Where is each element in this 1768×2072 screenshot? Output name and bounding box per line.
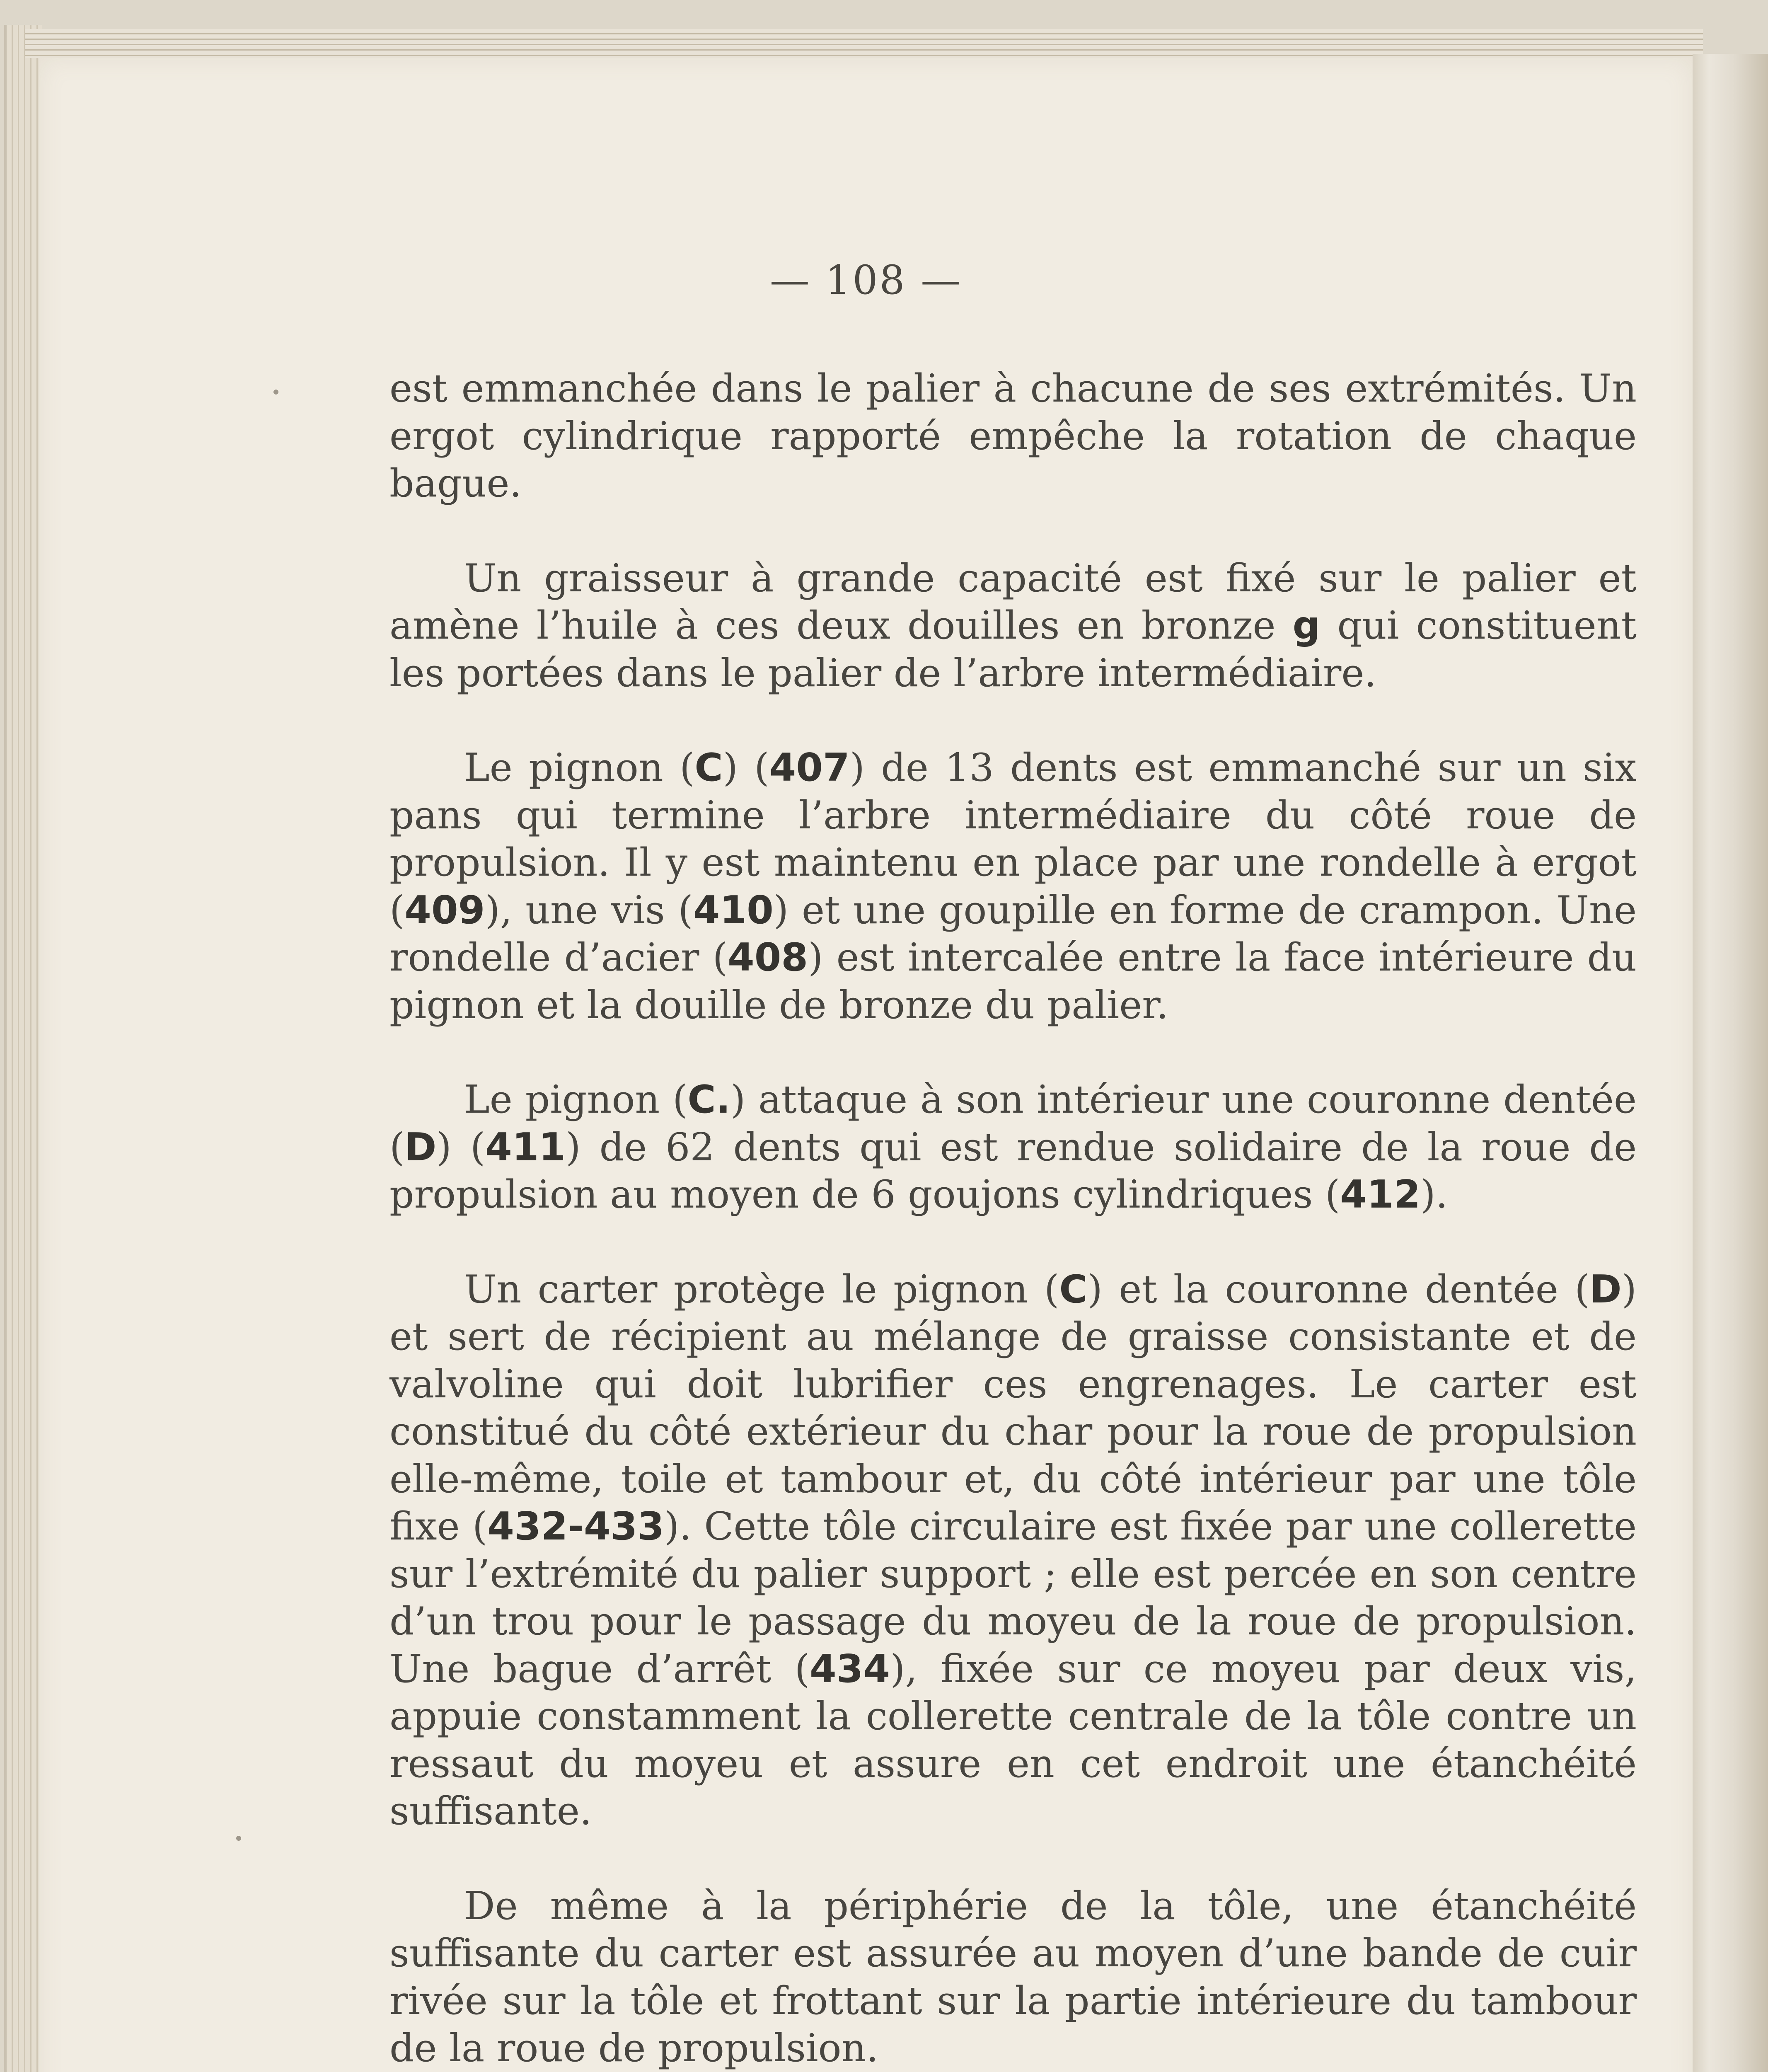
part-reference: 432-433	[487, 1504, 665, 1549]
text-run: Le pignon (	[464, 1077, 688, 1122]
part-reference: 410	[693, 887, 774, 932]
part-reference: 409	[404, 887, 485, 932]
part-reference: 412	[1340, 1172, 1421, 1217]
part-reference: C.	[687, 1077, 730, 1122]
text-run: ) et une goupille en forme de crampon. Une rondelle d’acier (	[389, 887, 1637, 980]
part-reference: C	[1059, 1266, 1088, 1312]
part-reference: 407	[769, 745, 850, 790]
paragraph	[389, 365, 1637, 507]
text-run: ).	[1420, 1172, 1448, 1217]
text-run: ) est intercalée entre la face intérieure du pignon et la douille de bronze du palier.	[389, 935, 1637, 1027]
body-text	[389, 365, 1637, 2072]
text-run: De même à la périphérie de la tôle, une étanchéité suffisante du carter est assurée au moyen d’une bande de cuir rivée sur la tôle et frottant sur la partie intérieure du tambour de la roue de propulsion.	[389, 1883, 1637, 2070]
part-reference: C	[694, 745, 723, 790]
text-run: ) attaque à son intérieur une couronne dentée (	[389, 1077, 1637, 1169]
text-run: est emmanchée dans le palier à chacune de ses extrémités. Un ergot cylindrique rapporté empêche la rotation de chaque bague.	[389, 366, 1637, 506]
paragraph	[389, 1266, 1637, 1835]
paragraph	[389, 554, 1637, 697]
text-run: ) de 62 dents qui est rendue solidaire de la roue de propulsion au moyen de 6 goujons cylindriques (	[389, 1124, 1637, 1217]
part-reference: D	[1589, 1266, 1622, 1312]
text-run: ), une vis (	[485, 887, 693, 932]
text-run: ) (	[723, 745, 769, 790]
book-binding-edge-right	[1693, 54, 1768, 2072]
part-reference: D	[404, 1124, 437, 1169]
text-run: Le pignon (	[464, 745, 695, 790]
text-run: ) (	[436, 1124, 486, 1169]
text-run: ) de 13 dents est emmanché sur un six pans qui termine l’arbre intermédiaire du côté roue de propulsion. Il y est maintenu en place par une rondelle à ergot (	[389, 745, 1637, 932]
part-reference: 408	[728, 935, 808, 980]
margin-speck	[236, 1836, 241, 1841]
part-reference: 411	[485, 1124, 566, 1169]
text-run: qui constituent les portées dans le palier de l’arbre intermédiaire.	[389, 603, 1637, 695]
page-number: — 108 —	[769, 257, 963, 303]
part-reference: 434	[810, 1646, 890, 1691]
book-page	[39, 58, 1693, 2072]
paragraph	[389, 744, 1637, 1029]
text-run: Un graisseur à grande capacité est fixé sur le palier et amène l’huile à ces deux douilles en bronze	[389, 555, 1637, 648]
margin-speck	[273, 390, 278, 395]
part-reference: g	[1292, 603, 1321, 648]
text-run: Un carter protège le pignon (	[464, 1266, 1059, 1312]
paragraph	[389, 1076, 1637, 1218]
stacked-page-edges-left	[4, 25, 42, 2072]
stacked-page-edges-top	[25, 29, 1703, 58]
text-run: ) et sert de récipient au mélange de graisse consistante et de valvoline qui doit lubrifier ces engrenages. Le carter est constitué du côté extérieur du char pour la roue de propulsion elle-même, toile et tambour et, du côté intérieur par une tôle fixe (	[389, 1266, 1637, 1549]
text-run: ), fixée sur ce moyeu par deux vis, appuie constamment la collerette centrale de la tôle contre un ressaut du moyeu et assure en cet endroit une étanchéité suffisante.	[389, 1646, 1637, 1833]
paragraph	[389, 1882, 1637, 2072]
text-run: ). Cette tôle circulaire est fixée par une collerette sur l’extrémité du palier support ; elle est percée en son centre d’un trou pour le passage du moyeu de la roue de propulsion. Une bague d’arrêt (	[389, 1504, 1637, 1691]
text-run: ) et la couronne dentée (	[1087, 1266, 1590, 1312]
